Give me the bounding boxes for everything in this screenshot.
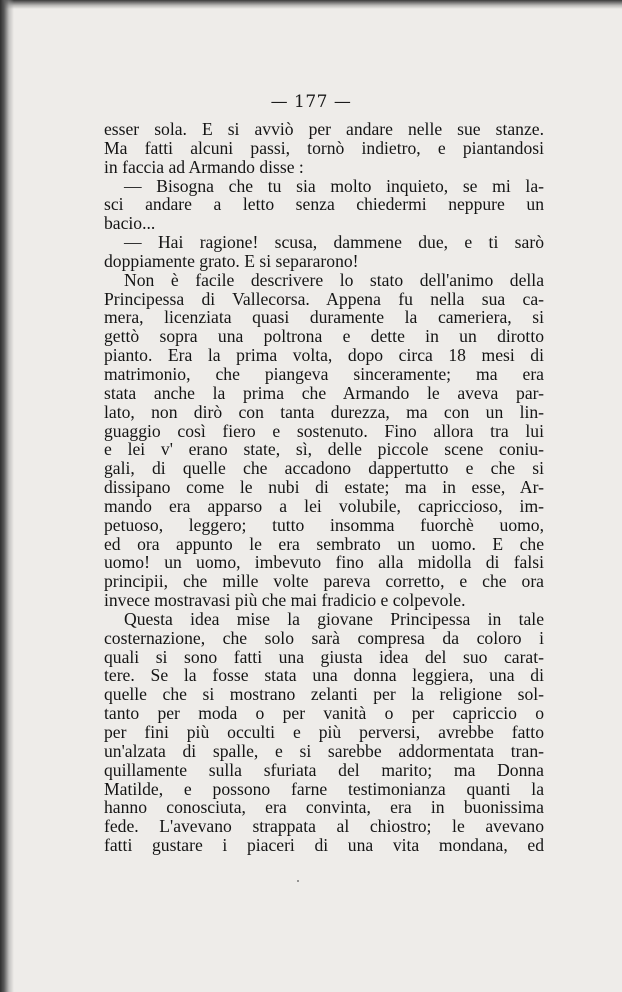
text-line: Ma fatti alcuni passi, tornò indietro, e piantandosi — [104, 137, 544, 158]
text-line: petuoso, leggero; tutto insomma fuorchè uomo, — [104, 514, 544, 535]
top-edge-shadow — [0, 0, 622, 9]
text-line: — Hai ragione! scusa, dammene due, e ti sarò — [124, 232, 544, 253]
text-line: tanto per moda o per vanità o per capriccio o — [104, 703, 544, 724]
text-line: hanno conosciuta, era convinta, era in buonissima — [104, 797, 544, 818]
text-line: guaggio così fiero e sostenuto. Fino allora tra lui — [104, 420, 544, 441]
text-line: pianto. Era la prima volta, dopo circa 18 mesi di — [104, 345, 544, 366]
binding-shadow — [0, 0, 14, 992]
text-line: quelle che si mostrano zelanti per la religione sol- — [104, 684, 544, 705]
text-line: principii, che mille volte pareva corretto, e che ora — [104, 571, 544, 592]
text-line: Principessa di Vallecorsa. Appena fu nella sua ca- — [104, 288, 544, 309]
text-line: e lei v' erano state, sì, delle piccole scene coniu- — [104, 439, 544, 460]
text-line: dissipano come le nubi di estate; ma in esse, Ar- — [104, 477, 544, 498]
text-line: esser sola. E si avviò per andare nelle sue stanze. — [104, 119, 544, 139]
text-line: mera, licenziata quasi duramente la cameriera, si — [104, 307, 544, 328]
text-line: fede. L'avevano strappata al chiostro; le avevano — [104, 816, 544, 837]
text-line: lato, non dirò con tanta durezza, ma con un lin- — [104, 401, 544, 422]
text-line: invece mostravasi più che mai fradicio e colpevole. — [104, 590, 466, 611]
text-line: tere. Se la fosse stata una donna leggiera, una di — [104, 665, 544, 686]
text-line: matrimonio, che piangeva sinceramente; ma era — [104, 363, 544, 384]
text-line: sci andare a letto senza chiedermi neppure un — [104, 194, 544, 215]
text-line: uomo! un uomo, imbevuto fino alla midolla di falsi — [104, 552, 544, 573]
text-line: Questa idea mise la giovane Principessa in tale — [124, 608, 544, 629]
text-line: gali, di quelle che accadono dappertutto e che si — [104, 458, 544, 479]
paper-speck — [297, 880, 299, 882]
text-line: mando era apparso a lei volubile, capriccioso, im- — [104, 495, 544, 516]
text-line: — Bisogna che tu sia molto inquieto, se mi la- — [124, 175, 544, 196]
text-line: costernazione, che solo sarà compresa da coloro i — [104, 627, 544, 648]
text-line: quali si sono fatti una giusta idea del suo carat- — [104, 646, 544, 667]
text-line: gettò sopra una poltrona e dette in un dirotto — [104, 326, 544, 347]
text-line: doppiamente grato. E si separarono! — [104, 250, 359, 271]
text-line: un'alzata di spalle, e si sarebbe addormentata tran- — [104, 740, 544, 761]
text-line: ed ora appunto le era sembrato un uomo. E che — [104, 533, 544, 554]
page-number: — 177 — — [270, 92, 352, 112]
text-line: Non è facile descrivere lo stato dell'animo della — [124, 269, 544, 290]
text-line: in faccia ad Armando disse : — [104, 156, 304, 177]
text-line: Matilde, e possono farne testimonianza quanti la — [104, 778, 544, 799]
text-line: quillamente sulla sfuriata del marito; ma Donna — [104, 759, 544, 780]
body-text — [104, 120, 544, 855]
text-line: per fini più occulti e più perversi, avrebbe fatto — [104, 722, 544, 742]
text-line: stata anche la prima che Armando le aveva par- — [104, 382, 544, 403]
text-line: bacio... — [104, 213, 156, 234]
text-line: fatti gustare i piaceri di una vita mondana, ed — [104, 835, 544, 856]
